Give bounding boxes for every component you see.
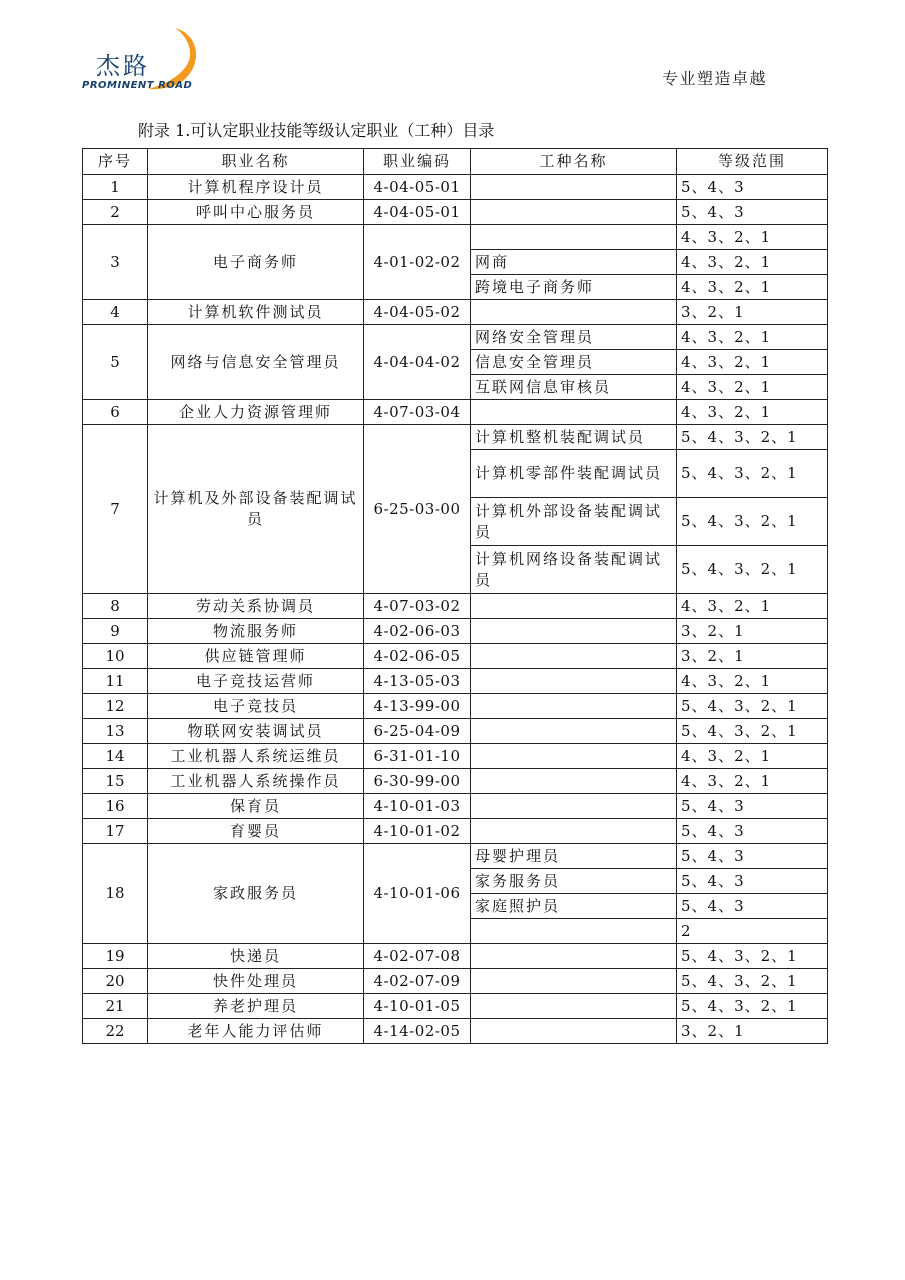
cell-level-range: 3、2、1 [677, 300, 828, 325]
cell-work-type: 计算机网络设备装配调试员 [471, 546, 677, 594]
cell-level-range: 4、3、2、1 [677, 350, 828, 375]
table-row [83, 769, 828, 794]
cell-occupation-name: 计算机程序设计员 [148, 175, 364, 200]
cell-occupation-name: 电子竞技运营师 [148, 669, 364, 694]
table-body [83, 175, 828, 1044]
cell-occupation-code: 4-04-05-02 [364, 300, 471, 325]
table-row [83, 619, 828, 644]
table-row [83, 719, 828, 744]
header-cell-name: 职业名称 [148, 149, 364, 175]
table-row [83, 819, 828, 844]
table-row [83, 694, 828, 719]
cell-no: 12 [83, 694, 148, 719]
table-row [83, 844, 828, 869]
cell-level-range: 5、4、3 [677, 869, 828, 894]
cell-work-type [471, 694, 677, 719]
table-row [83, 994, 828, 1019]
cell-occupation-name: 快件处理员 [148, 969, 364, 994]
cell-work-type: 信息安全管理员 [471, 350, 677, 375]
cell-work-type [471, 400, 677, 425]
cell-occupation-code: 4-13-05-03 [364, 669, 471, 694]
cell-occupation-code: 6-25-04-09 [364, 719, 471, 744]
cell-work-type: 互联网信息审核员 [471, 375, 677, 400]
header-cell-level: 等级范围 [677, 149, 828, 175]
cell-level-range: 5、4、3、2、1 [677, 719, 828, 744]
cell-no: 5 [83, 325, 148, 400]
cell-work-type: 计算机外部设备装配调试员 [471, 498, 677, 546]
cell-work-type [471, 669, 677, 694]
company-logo [80, 22, 210, 97]
cell-work-type: 计算机整机装配调试员 [471, 425, 677, 450]
table-row [83, 225, 828, 250]
cell-level-range: 5、4、3、2、1 [677, 944, 828, 969]
cell-level-range: 5、4、3 [677, 819, 828, 844]
logo-text-en: PROMINENT ROAD [82, 80, 193, 91]
cell-occupation-name: 劳动关系协调员 [148, 594, 364, 619]
cell-level-range: 4、3、2、1 [677, 594, 828, 619]
cell-occupation-code: 6-31-01-10 [364, 744, 471, 769]
cell-no: 9 [83, 619, 148, 644]
table-row [83, 425, 828, 450]
cell-no: 1 [83, 175, 148, 200]
cell-level-range: 2 [677, 919, 828, 944]
cell-occupation-code: 4-04-05-01 [364, 200, 471, 225]
cell-work-type: 跨境电子商务师 [471, 275, 677, 300]
cell-level-range: 4、3、2、1 [677, 744, 828, 769]
cell-occupation-code: 6-30-99-00 [364, 769, 471, 794]
table-row [83, 669, 828, 694]
cell-level-range: 4、3、2、1 [677, 250, 828, 275]
cell-work-type: 家务服务员 [471, 869, 677, 894]
cell-work-type: 网商 [471, 250, 677, 275]
cell-occupation-name: 计算机软件测试员 [148, 300, 364, 325]
cell-occupation-code: 4-14-02-05 [364, 1019, 471, 1044]
cell-work-type [471, 944, 677, 969]
cell-no: 6 [83, 400, 148, 425]
cell-work-type: 母婴护理员 [471, 844, 677, 869]
table-row [83, 325, 828, 350]
cell-level-range: 5、4、3 [677, 200, 828, 225]
cell-occupation-code: 4-02-07-08 [364, 944, 471, 969]
cell-level-range: 5、4、3、2、1 [677, 546, 828, 594]
cell-level-range: 5、4、3、2、1 [677, 694, 828, 719]
cell-work-type [471, 300, 677, 325]
logo-text-cn: 杰路 [96, 52, 150, 80]
cell-occupation-name: 计算机及外部设备装配调试员 [148, 425, 364, 594]
cell-occupation-code: 4-02-06-05 [364, 644, 471, 669]
cell-work-type [471, 994, 677, 1019]
cell-work-type [471, 619, 677, 644]
cell-occupation-code: 4-10-01-05 [364, 994, 471, 1019]
cell-occupation-code: 4-07-03-04 [364, 400, 471, 425]
cell-occupation-code: 4-10-01-02 [364, 819, 471, 844]
table-row [83, 1019, 828, 1044]
table-row [83, 644, 828, 669]
cell-no: 14 [83, 744, 148, 769]
cell-occupation-name: 电子商务师 [148, 225, 364, 300]
table-row [83, 969, 828, 994]
header-cell-type: 工种名称 [471, 149, 677, 175]
table-row [83, 300, 828, 325]
cell-occupation-name: 家政服务员 [148, 844, 364, 944]
cell-level-range: 4、3、2、1 [677, 375, 828, 400]
occupation-table [82, 148, 828, 1044]
cell-no: 16 [83, 794, 148, 819]
cell-level-range: 5、4、3 [677, 794, 828, 819]
cell-occupation-code: 4-07-03-02 [364, 594, 471, 619]
header-cell-code: 职业编码 [364, 149, 471, 175]
cell-occupation-name: 保育员 [148, 794, 364, 819]
cell-work-type [471, 794, 677, 819]
cell-no: 17 [83, 819, 148, 844]
cell-no: 13 [83, 719, 148, 744]
cell-work-type [471, 644, 677, 669]
cell-no: 22 [83, 1019, 148, 1044]
cell-level-range: 5、4、3 [677, 894, 828, 919]
table-header-row [83, 149, 828, 175]
slogan: 专业塑造卓越 [662, 69, 768, 88]
cell-work-type [471, 719, 677, 744]
cell-level-range: 5、4、3 [677, 175, 828, 200]
cell-occupation-name: 工业机器人系统运维员 [148, 744, 364, 769]
cell-occupation-name: 养老护理员 [148, 994, 364, 1019]
table-row [83, 400, 828, 425]
cell-work-type [471, 969, 677, 994]
cell-work-type [471, 594, 677, 619]
cell-work-type [471, 819, 677, 844]
cell-work-type: 计算机零部件装配调试员 [471, 450, 677, 498]
cell-occupation-name: 工业机器人系统操作员 [148, 769, 364, 794]
cell-level-range: 5、4、3、2、1 [677, 425, 828, 450]
cell-work-type [471, 1019, 677, 1044]
cell-level-range: 4、3、2、1 [677, 400, 828, 425]
cell-level-range: 3、2、1 [677, 1019, 828, 1044]
table-row [83, 794, 828, 819]
cell-occupation-code: 4-04-04-02 [364, 325, 471, 400]
cell-no: 3 [83, 225, 148, 300]
header-cell-no: 序号 [83, 149, 148, 175]
cell-no: 2 [83, 200, 148, 225]
cell-work-type [471, 769, 677, 794]
cell-no: 15 [83, 769, 148, 794]
cell-occupation-code: 4-13-99-00 [364, 694, 471, 719]
table-row [83, 200, 828, 225]
cell-occupation-name: 呼叫中心服务员 [148, 200, 364, 225]
table-row [83, 744, 828, 769]
cell-level-range: 5、4、3 [677, 844, 828, 869]
cell-no: 19 [83, 944, 148, 969]
cell-level-range: 5、4、3、2、1 [677, 450, 828, 498]
cell-level-range: 5、4、3、2、1 [677, 498, 828, 546]
cell-level-range: 4、3、2、1 [677, 225, 828, 250]
cell-work-type [471, 175, 677, 200]
cell-occupation-code: 4-04-05-01 [364, 175, 471, 200]
cell-occupation-code: 4-10-01-06 [364, 844, 471, 944]
cell-no: 11 [83, 669, 148, 694]
cell-occupation-name: 物联网安装调试员 [148, 719, 364, 744]
cell-no: 20 [83, 969, 148, 994]
cell-level-range: 4、3、2、1 [677, 325, 828, 350]
cell-occupation-code: 4-02-07-09 [364, 969, 471, 994]
cell-occupation-name: 老年人能力评估师 [148, 1019, 364, 1044]
cell-level-range: 3、2、1 [677, 619, 828, 644]
cell-occupation-name: 企业人力资源管理师 [148, 400, 364, 425]
table-row [83, 944, 828, 969]
cell-occupation-code: 4-01-02-02 [364, 225, 471, 300]
cell-level-range: 5、4、3、2、1 [677, 969, 828, 994]
cell-work-type: 网络安全管理员 [471, 325, 677, 350]
cell-no: 8 [83, 594, 148, 619]
cell-occupation-code: 6-25-03-00 [364, 425, 471, 594]
cell-occupation-code: 4-10-01-03 [364, 794, 471, 819]
table-row [83, 175, 828, 200]
cell-no: 10 [83, 644, 148, 669]
cell-occupation-name: 物流服务师 [148, 619, 364, 644]
cell-level-range: 3、2、1 [677, 644, 828, 669]
cell-no: 4 [83, 300, 148, 325]
cell-work-type [471, 200, 677, 225]
cell-work-type [471, 225, 677, 250]
cell-level-range: 4、3、2、1 [677, 275, 828, 300]
table-row [83, 594, 828, 619]
document-title: 附录 1.可认定职业技能等级认定职业（工种）目录 [138, 121, 495, 140]
cell-occupation-name: 快递员 [148, 944, 364, 969]
cell-occupation-name: 电子竞技员 [148, 694, 364, 719]
cell-occupation-name: 育婴员 [148, 819, 364, 844]
cell-no: 18 [83, 844, 148, 944]
cell-no: 7 [83, 425, 148, 594]
cell-level-range: 4、3、2、1 [677, 769, 828, 794]
cell-level-range: 5、4、3、2、1 [677, 994, 828, 1019]
cell-work-type [471, 919, 677, 944]
cell-work-type [471, 744, 677, 769]
cell-occupation-code: 4-02-06-03 [364, 619, 471, 644]
cell-no: 21 [83, 994, 148, 1019]
cell-level-range: 4、3、2、1 [677, 669, 828, 694]
cell-occupation-name: 网络与信息安全管理员 [148, 325, 364, 400]
cell-work-type: 家庭照护员 [471, 894, 677, 919]
cell-occupation-name: 供应链管理师 [148, 644, 364, 669]
